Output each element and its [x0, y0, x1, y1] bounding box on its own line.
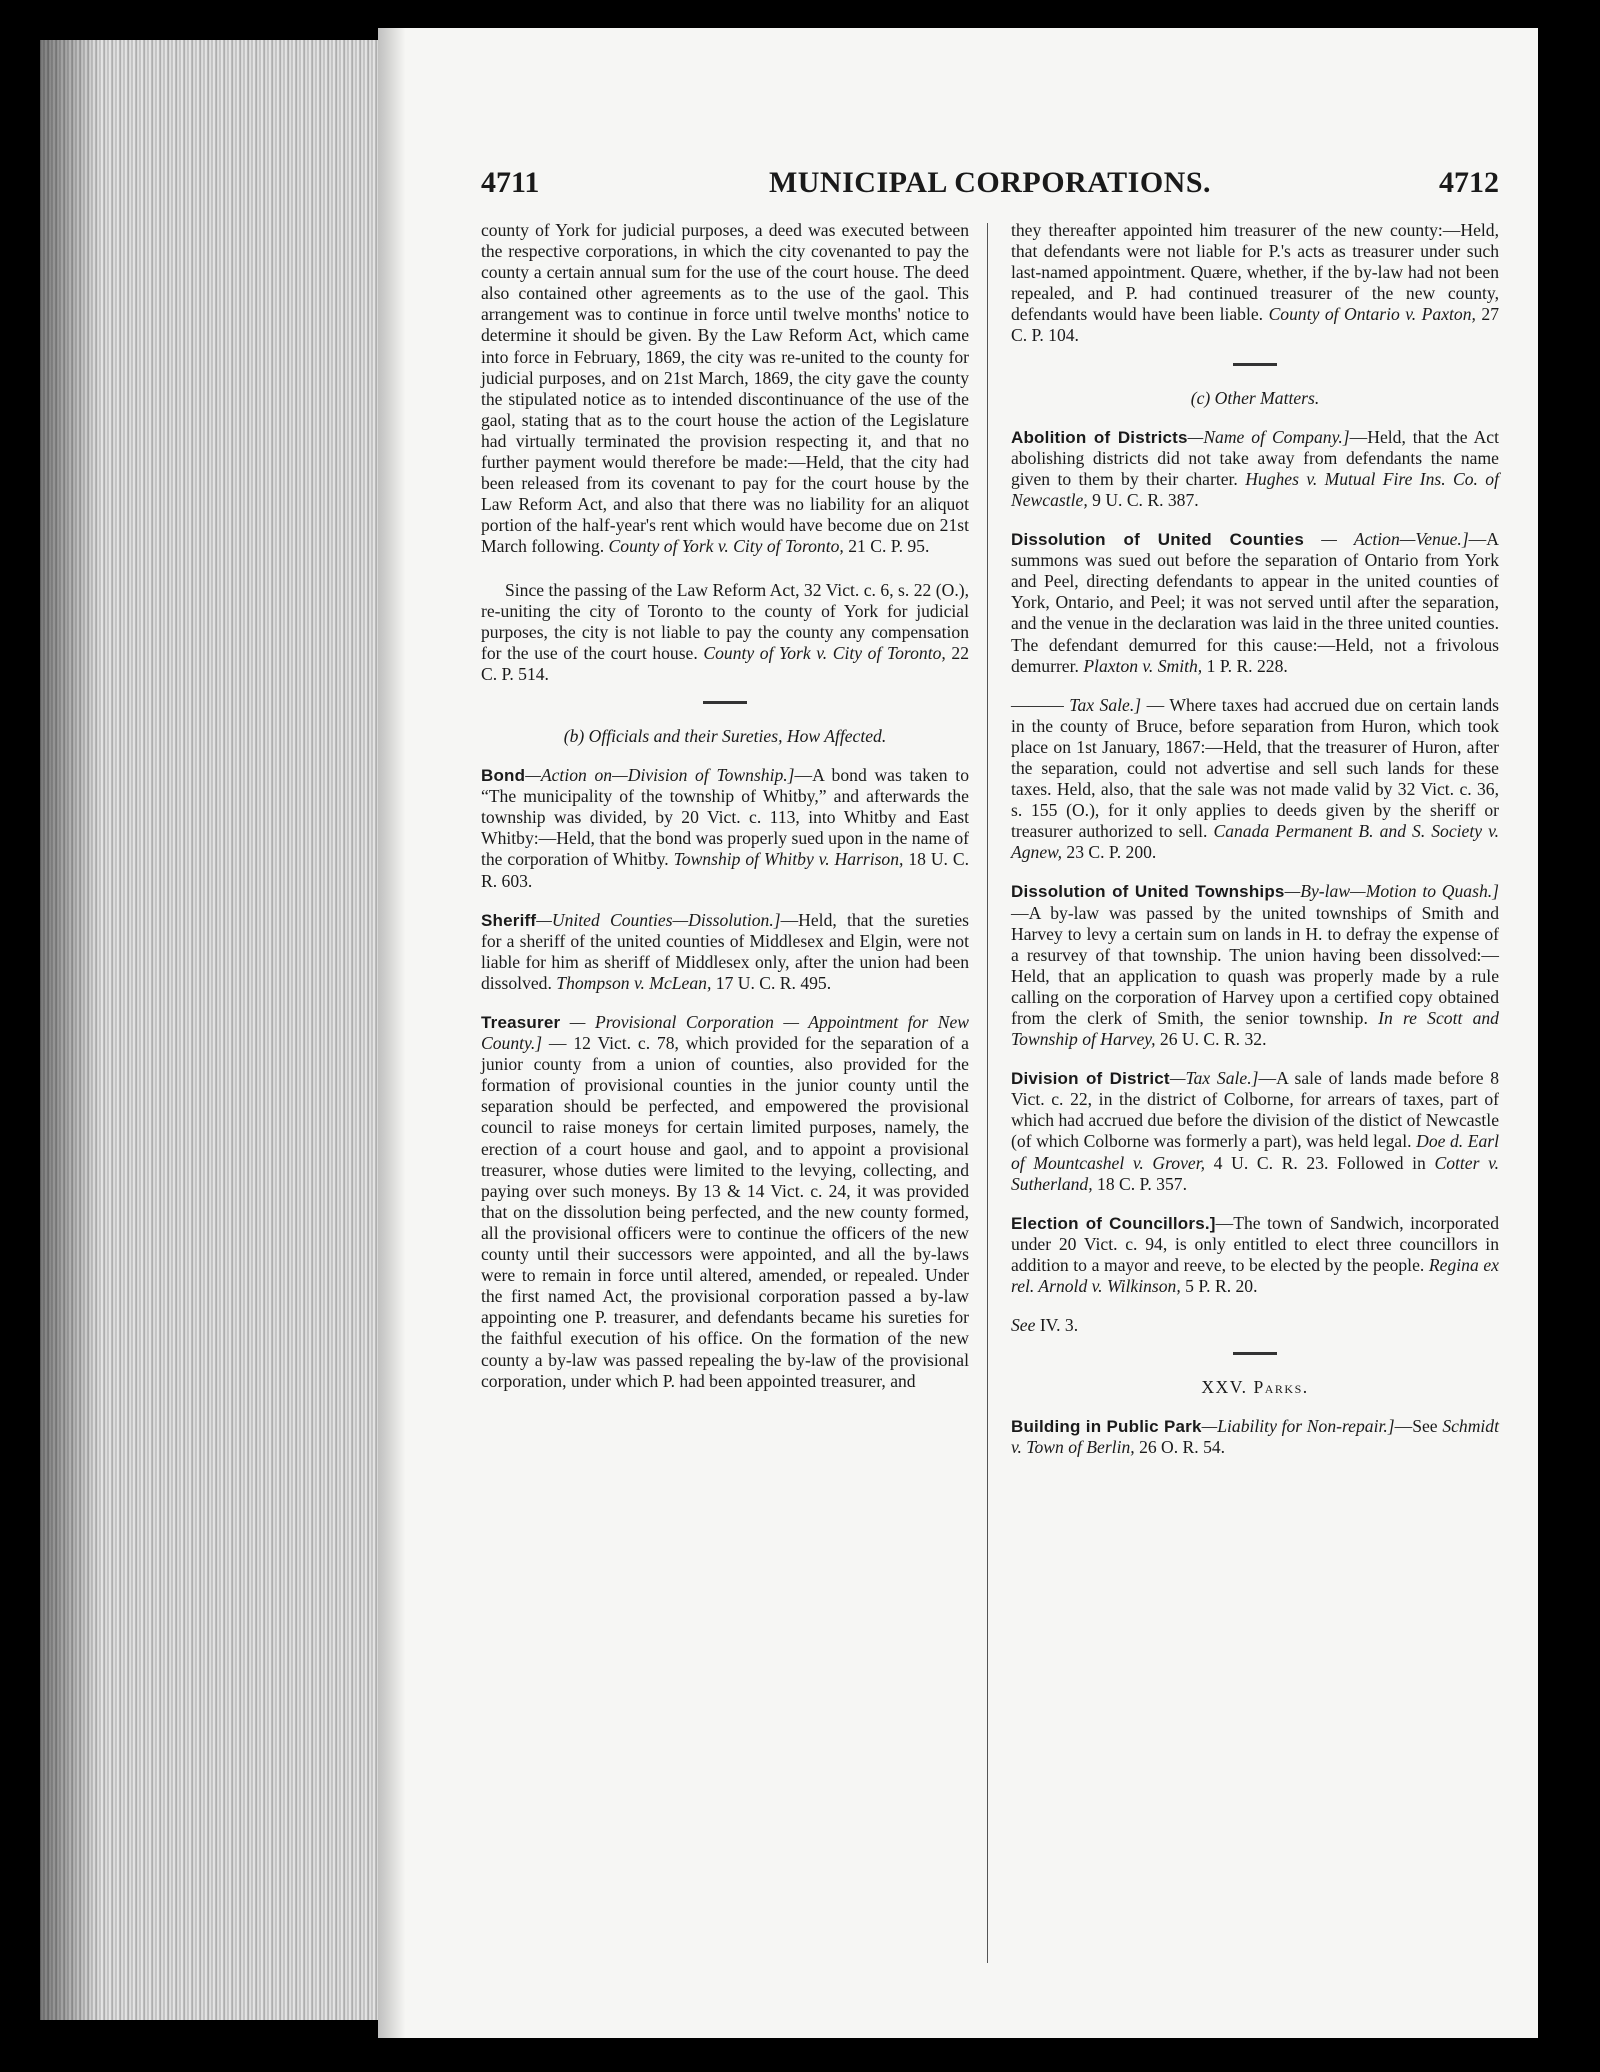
see-word: See [1011, 1315, 1036, 1336]
report-reference: 26 O. R. 54. [1139, 1437, 1226, 1458]
entry-treasurer [481, 1012, 969, 1392]
entry-heading: Division of District [1011, 1069, 1170, 1089]
entry-text: — 12 Vict. c. 78, which provided for the separation of a junior county from a union of counties, also provided for the formation of provisional counties in the junior county until the separation should be perfected, and empowered the provisional council to raise moneys for certain limited purposes, namely, the erection of a court house and gaol, and to appoint a provisional treasurer, whose duties were limited to the levying, collecting, and paying over such moneys. By 13 & 14 Vict. c. 24, it was provided that on the dissolution being perfected, and the new county formed, all the provisional officers were to continue the officers of the new county until their successors were appointed, and all the by-laws were to remain in force until altered, amended, or repealed. Under the first named Act, the provisional corporation passed a by-law appointing one P. treasurer, and defendants became his sureties for the faithful execution of his office. On the formation of the new county a by-law was passed repealing the by-law of the provisional corporation, under which P. had been appointed treasurer, and [481, 1033, 969, 1391]
part-heading [1011, 1377, 1499, 1398]
entry-text: —The town of Sandwich, incorporated under 20 Vict. c. 94, is only entitled to elect three councillors in addition to a mayor and reeve, to be elected by the people. [1011, 1212, 1500, 1275]
entry-election-of-councillors [1011, 1213, 1499, 1297]
section-heading-c: (c) Other Matters. [1190, 387, 1320, 408]
part-rule [1233, 1352, 1277, 1355]
entry-subheading: —Liability for Non-repair.] [1201, 1416, 1395, 1437]
entry-subheading: —By-law—Motion to Quash.] [1284, 881, 1499, 902]
see-target: IV. 3. [1039, 1315, 1079, 1336]
running-title: MUNICIPAL CORPORATIONS. [768, 166, 1212, 199]
case-citation: County of York v. City of Toronto, [608, 536, 844, 557]
entry-heading: Election of Councillors.] [1011, 1213, 1216, 1233]
entry-tax-sale [1011, 695, 1499, 864]
entry-heading: Dissolution of United Townships [1011, 882, 1285, 902]
book-edge-shadow [40, 40, 100, 2020]
left-page-number: 4711 [481, 166, 540, 199]
paragraph-continued [481, 220, 969, 558]
entry-text: —A by-law was passed by the united townships of Smith and Harvey to levy a certain sum on lands in H. to defray the expense of a resurvey of that township. The union having been dissolved:—Held, that an application to quash was properly made by a rule calling on the corporation of Harvey upon a certified copy obtained from the clerk of Smith, the senior township. [1011, 902, 1499, 1028]
section-rule [703, 701, 747, 704]
paragraph-text: they thereafter appointed him treasurer of the new county:—Held, that defendants were not liable for P.'s acts as treasurer under such last-named appointment. Quære, whether, if the by-law had not been repealed, and P. had continued treasurer of the new county, defendants would have been liable. [1011, 220, 1499, 325]
entry-heading: Treasurer [481, 1013, 561, 1032]
entry-text: —A sale of lands made before 8 Vict. c. 22, in the district of Colborne, for arrears of taxes, part of which had accrued due before the division of the distict of Newcastle (of which Colborne was formerly a part), was held legal. [1011, 1068, 1500, 1152]
report-reference: 18 C. P. 357. [1097, 1173, 1187, 1194]
paragraph [481, 580, 969, 685]
paragraph-continued [1011, 220, 1499, 347]
report-reference: 23 C. P. 200. [1066, 842, 1157, 863]
report-reference: 18 U. C. R. 603. [481, 849, 969, 891]
entry-subheading: — Provisional Corporation — Appointment for New County.] [481, 1012, 969, 1054]
entry-subheading: — Action—Venue.] [1303, 529, 1469, 550]
entry-bond [481, 765, 969, 892]
report-reference: 1 P. R. 228. [1206, 655, 1288, 676]
case-citation: In re Scott and Township of Harvey, [1011, 1008, 1499, 1050]
case-citation: Cotter v. Sutherland, [1011, 1152, 1500, 1194]
ditto-dash: ——— [1011, 694, 1064, 715]
entry-subheading: —Action on—Division of Township.] [525, 765, 795, 786]
entry-heading: Abolition of Districts [1011, 427, 1188, 447]
entry-dissolution-united-counties [1011, 529, 1499, 677]
right-column [1011, 220, 1499, 1459]
gutter-shadow [378, 28, 406, 2038]
paragraph-text: county of York for judicial purposes, a deed was executed between the respective corporations, in which the city covenanted to pay the county a certain annual sum for the use of the court house. The deed also contained other agreements as to the use of the gaol. This arrangement was to continue in force until twelve months' notice to determine it should be given. By the Law Reform Act, which came into force in February, 1869, the city was re-united to the county for judicial purposes, and on 21st March, 1869, the city gave the county the stipulated notice as to intended discontinuance of the use of the gaol, stating that as to the court house the action of the Legislature had virtually terminated the provision respecting it, and that no further payment would therefore be made:—Held, that the city had been released from its covenant to pay for the court house by the Law Reform Act, and also that there was no liability for an aliquot portion of the half-year's rent which would have become due on 21st March following. [481, 220, 969, 557]
see-reference [1011, 1315, 1499, 1336]
entry-division-of-district [1011, 1068, 1499, 1195]
report-reference: 9 U. C. R. 387. [1092, 489, 1199, 510]
left-column [481, 220, 969, 1392]
case-citation: Regina ex rel. Arnold v. Wilkinson, [1011, 1254, 1499, 1297]
entry-abolition-of-districts [1011, 427, 1499, 511]
case-citation: Canada Permanent B. and S. Society v. Agnew, [1011, 821, 1499, 863]
report-reference: 5 P. R. 20. [1185, 1276, 1258, 1297]
entry-heading: Dissolution of United Counties [1011, 530, 1304, 550]
part-number: XXV. [1201, 1377, 1248, 1398]
entry-text: —A bond was taken to “The municipality of the township of Whitby,” and afterwards the township was divided, by 20 Vict. c. 113, into Whitby and East Whitby:—Held, that the bond was properly sued upon in the name of the corporation of Whitby. [481, 765, 969, 870]
entry-text: —See [1394, 1416, 1438, 1437]
entry-subheading: —Name of Company.] [1187, 426, 1350, 447]
case-citation: Schmidt v. Town of Berlin, [1011, 1416, 1499, 1458]
entry-heading: Building in Public Park [1011, 1417, 1202, 1437]
entry-text: —Held, that the sureties for a sheriff of the united counties of Middlesex and Elgin, were not liable for him as sheriff of Middlesex only, after the union had been dissolved. [481, 909, 969, 993]
entry-sheriff [481, 910, 969, 994]
right-page-number: 4712 [1439, 166, 1499, 199]
report-reference: 22 C. P. 514. [481, 642, 969, 684]
report-reference: 27 C. P. 104. [1011, 304, 1499, 346]
report-reference: 26 U. C. R. 32. [1159, 1029, 1267, 1050]
case-citation: Hughes v. Mutual Fire Ins. Co. of Newcastle, [1011, 468, 1499, 510]
column-divider [987, 223, 988, 1963]
entry-building-in-public-park [1011, 1416, 1499, 1458]
section-heading-b: (b) Officials and their Sureties, How Affected. [563, 725, 887, 746]
entry-text: —A summons was sued out before the separation of Ontario from York and Peel, directing defendants to appear in the united counties of York, Ontario, and Peel; it was not served until after the separation, and the venue in the declaration was laid in the three united counties. The defendant demurred for this cause:—Held, not a frivolous demurrer. [1011, 529, 1499, 676]
entry-text: —Held, that the Act abolishing districts did not take away from defendants the name given to them by their charter. [1011, 426, 1499, 489]
paragraph-text: Since the passing of the Law Reform Act, 32 Vict. c. 6, s. 22 (O.), re-uniting the city of Toronto to the county of York for judicial purposes, the city is not liable to pay the county any compensation for the use of the court house. [481, 579, 969, 663]
entry-subheading: Tax Sale.] [1069, 694, 1142, 715]
part-title: Parks. [1253, 1377, 1309, 1398]
case-citation: Doe d. Earl of Mountcashel v. Grover, [1011, 1131, 1499, 1173]
case-citation: Thompson v. McLean, [556, 972, 712, 993]
entry-heading: Sheriff [481, 910, 537, 930]
case-citation: County of York v. City of Toronto, [703, 642, 946, 663]
entry-heading: Bond [481, 766, 526, 786]
case-citation: Plaxton v. Smith, [1083, 655, 1203, 676]
book-page [378, 28, 1538, 2038]
entry-subheading: —Tax Sale.] [1169, 1068, 1259, 1089]
section-rule [1233, 363, 1277, 366]
report-reference: 4 U. C. R. 23. Followed in [1213, 1152, 1426, 1173]
report-reference: 17 U. C. R. 495. [715, 972, 832, 993]
entry-text: — Where taxes had accrued due on certain lands in the county of Bruce, before separation from Huron, which took place on 1st January, 1867:—Held, that the treasurer of Huron, after the separation, could not advertise and sell such lands for these taxes. Held, also, that the sale was not made valid by 32 Vict. c. 36, s. 155 (O.), for it only applies to deeds given by the sheriff or treasurer authorized to sell. [1011, 694, 1499, 842]
entry-subheading: —United Counties—Dissolution.] [536, 909, 781, 930]
running-header [481, 166, 1499, 206]
case-citation: County of Ontario v. Paxton, [1268, 304, 1476, 325]
report-reference: 21 C. P. 95. [848, 536, 930, 557]
entry-dissolution-united-townships [1011, 881, 1499, 1050]
case-citation: Township of Whitby v. Harrison, [673, 849, 904, 870]
